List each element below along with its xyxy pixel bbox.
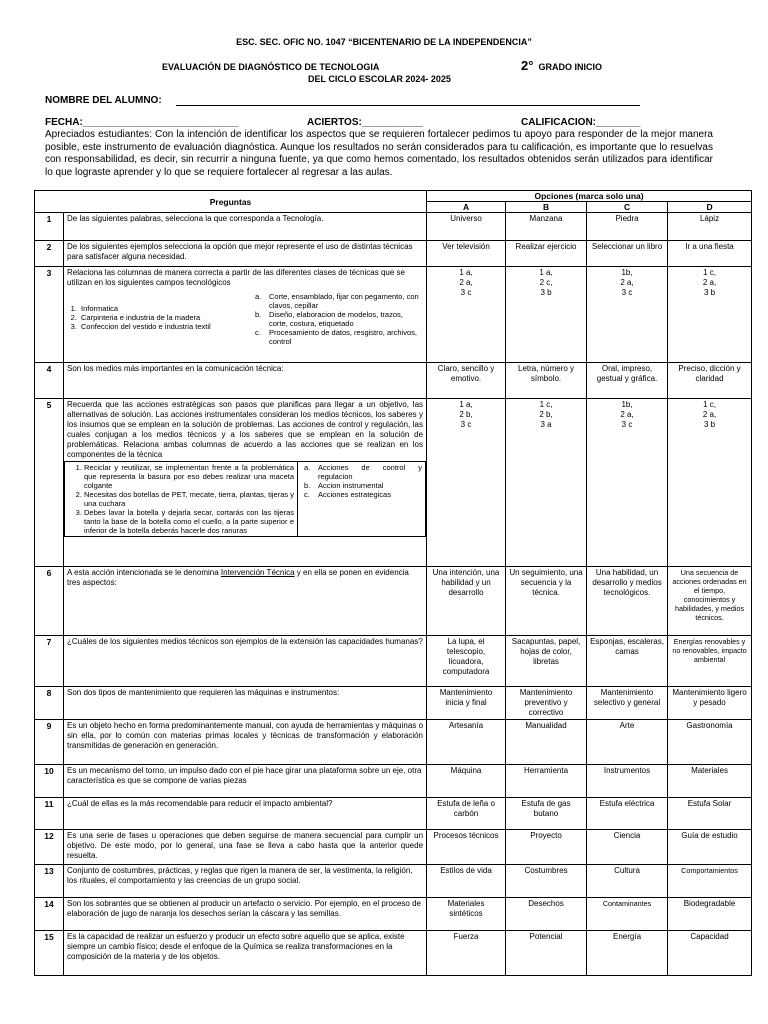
option-c[interactable]: Una habilidad, un desarrollo y medios tecnológicos. [587,567,668,636]
question-row-8 [35,687,752,720]
question-text [64,567,427,636]
question-row-4 [35,363,752,399]
student-name-field[interactable] [176,105,640,106]
option-b[interactable]: Sacapuntas, papel, hojas de color, libretas [506,636,587,687]
option-b[interactable]: Costumbres [506,865,587,898]
hits-field[interactable]: ACIERTOS:___________ [307,117,423,128]
question-row-11 [35,798,752,830]
question-number: 11 [35,798,64,830]
question-text-post: y en ella se ponen en evidencia tres aspectos: [67,568,409,587]
option-c[interactable]: Esponjas, escaleras, camas [587,636,668,687]
option-b[interactable]: Estufa de gas butano [506,798,587,830]
option-a[interactable]: Estufa de leña o carbón [427,798,506,830]
option-d[interactable]: Energías renovables y no renovables, impacto ambiental [668,636,752,687]
option-b[interactable]: Herramienta [506,765,587,798]
question-text [64,399,427,567]
option-a[interactable]: Claro, sencillo y emotivo. [427,363,506,399]
option-c[interactable]: Energía [587,931,668,976]
option-b[interactable]: Mantenimiento preventivo y correctivo [506,687,587,720]
question-number: 3 [35,267,64,363]
option-b[interactable]: Letra, número y símbolo. [506,363,587,399]
question-number: 7 [35,636,64,687]
left-item: 2. Necesitas dos botellas de PET, mecate, tierra, plantas, tijeras y una cuchara [84,490,294,508]
question-number: 15 [35,931,64,976]
right-item: Corte, ensamblado, fijar con pegamento, con clavos, cepillar [269,292,419,310]
right-item: Procesamiento de datos, resgistro, archivos, control [269,328,417,346]
option-d[interactable]: Una secuencia de acciones ordenadas en el tiempo, conocimientos y habilidades, y medios técnicos. [668,567,752,636]
question-row-9 [35,720,752,765]
option-a[interactable]: Ver televisión [427,241,506,267]
left-column-list [68,463,294,535]
relation-columns [64,461,426,537]
left-item: 3. Debes lavar la botella y dejarla secar, cortarás con las tijeras tanto la base de la botella como el cuello, a la parte superior e inferior de la botella deberás hacerle dos ranuras [84,508,294,535]
option-d[interactable]: 1 c, 2 a, 3 b [668,399,752,567]
grade-number: 2° [521,58,534,73]
question-number: 13 [35,865,64,898]
questions-header: Preguntas [35,191,427,213]
col-b-header: B [506,202,587,213]
option-b[interactable]: 1 a, 2 c, 3 b [506,267,587,363]
option-d[interactable]: Materiales [668,765,752,798]
option-d[interactable]: Lápiz [668,213,752,241]
option-b[interactable]: Desechos [506,898,587,931]
question-number: 2 [35,241,64,267]
option-d[interactable]: 1 c, 2 a, 3 b [668,267,752,363]
item-key: c. [304,490,310,499]
question-row-3 [35,267,752,363]
student-name-label: NOMBRE DEL ALUMNO: [45,95,162,106]
right-item: Accion instrumental [318,481,384,490]
question-number: 5 [35,399,64,567]
option-a[interactable]: La lupa, el telescopio, licuadora, computadora [427,636,506,687]
question-number: 6 [35,567,64,636]
option-a[interactable]: 1 a, 2 a, 3 c [427,267,506,363]
option-d[interactable]: Estufa Solar [668,798,752,830]
question-row-15 [35,931,752,976]
option-c[interactable]: 1b, 2 a, 3 c [587,267,668,363]
question-prompt: Recuerda que las acciones estratégicas son pasos que planificas para llegar a un objetivo, las alternativas de solución. Las acciones instrumentales consideran los medios técnicos, los saberes y los insumos que se emplean en la solución de problemas. Las acciones de control y regulación, las cuales conjugan a los medios técnicos y a los saberes que se emplean en la solución de problemáticas. Relaciona ambas columnas de acuerdo a las acciones que se realizan en los componentes de la técnica [67,400,424,459]
option-c[interactable]: Contaminantes [587,898,668,931]
option-b[interactable]: Un seguimiento, una secuencia y la técnica. [506,567,587,636]
school-name: ESC. SEC. OFIC NO. 1047 “BICENTENARIO DE LA INDEPENDENCIA” [236,37,532,47]
left-item: 1. Informatica [79,304,247,313]
question-number: 9 [35,720,64,765]
question-row-7 [35,636,752,687]
option-a[interactable]: 1 a, 2 b, 3 c [427,399,506,567]
question-number: 10 [35,765,64,798]
option-c[interactable]: Instrumentos [587,765,668,798]
left-column-list [67,304,247,346]
option-c[interactable]: Arte [587,720,668,765]
right-item: Acciones de control y regulacion [318,463,423,481]
option-b[interactable]: Potencial [506,931,587,976]
grade-label [521,58,602,73]
col-c-header: C [587,202,668,213]
option-a[interactable]: Universo [427,213,506,241]
question-row-5 [35,399,752,567]
question-row-1 [35,213,752,241]
question-text: Son los medios más importantes en la comunicación técnica: [64,363,427,399]
option-a[interactable]: Una intención, una habilidad y un desarrollo [427,567,506,636]
item-key: a. [255,292,262,301]
left-item: 2. Carpinteria e industria de la madera [79,313,247,322]
option-b[interactable]: Manzana [506,213,587,241]
option-d[interactable]: Guía de estudio [668,830,752,865]
question-text: Es un mecanismo del torno, un impulso dado con el pie hace girar una plataforma sobre un eje, otra característica es que se compone de varias piezas [64,765,427,798]
col-a-header: A [427,202,506,213]
question-text: Son dos tipos de mantenimiento que requieren las máquinas e instrumentos: [64,687,427,720]
option-a[interactable]: Estilos de vida [427,865,506,898]
option-c[interactable]: 1b, 2 a, 3 c [587,399,668,567]
question-row-2 [35,241,752,267]
question-row-13 [35,865,752,898]
question-row-14 [35,898,752,931]
option-c[interactable]: Ciencia [587,830,668,865]
option-d[interactable]: Gastronomía [668,720,752,765]
question-text: Es la capacidad de realizar un esfuerzo y producir un efecto sobre aquello que se aplica, existe siempre un cambio físico; desde el enfoque de la Química se realiza transformaciones en la composición de la materia y de los objetos. [64,931,427,976]
item-key: a. [304,463,311,472]
option-c[interactable]: Seleccionar un libro [587,241,668,267]
right-item: Acciones estrategicas [318,490,391,499]
option-a[interactable]: Artesanía [427,720,506,765]
option-a[interactable]: Fuerza [427,931,506,976]
question-text: Son los sobrantes que se obtienen al producir un artefacto o servicio. Por ejemplo, en el proceso de elaboración de jugo de naranja los desechos serían la cáscara y las semillas. [64,898,427,931]
question-number: 12 [35,830,64,865]
option-d[interactable]: Ir a una fiesta [668,241,752,267]
question-text-pre: A esta acción intencionada se le denomina [67,568,221,577]
option-c[interactable]: Cultura [587,865,668,898]
option-b[interactable]: Realizar ejercicio [506,241,587,267]
question-text: ¿Cuál de ellas es la más recomendable para reducir el impacto ambiental? [64,798,427,830]
option-c[interactable]: Oral, impreso, gestual y gráfica. [587,363,668,399]
item-key: b. [255,310,262,319]
option-d[interactable]: Comportamientos [668,865,752,898]
option-a[interactable]: Máquina [427,765,506,798]
left-item: 1. Reciclar y reutilizar, se implementan frente a la problemática que representa la basura por eso debes realizar una maceta colgante [84,463,294,490]
right-column-list [255,292,423,346]
question-text: Es una serie de fases u operaciones que deben seguirse de manera secuencial para cumplir un objetivo. De este modo, por lo general, una fase se lleva a cabo hasta que la anterior quede resuelta. [64,830,427,865]
date-field[interactable]: FECHA:____________________________ [45,117,239,128]
intro-paragraph: Apreciados estudiantes: Con la intención de identificar los aspectos que se requieren fortalecer pedimos tu apoyo para responder de la mejor manera posible, este instrumento de evaluación diagnóstica. Aunque los resultados no serán considerados para tu calificación, es importante que lo resuelvas con responsabilidad, es decir, sin recurrir a ninguna fuente, ya que como hemos comentado, los resultados obtenidos serán utilizados para identificar lo que lograste aprender y lo que se requiere fortalecer al regresar a las aulas. [45,129,713,178]
option-d[interactable]: Preciso, dicción y claridad [668,363,752,399]
option-b[interactable]: Proyecto [506,830,587,865]
questions-table [34,190,752,976]
option-a[interactable]: Materiales sintéticos [427,898,506,931]
right-item: Diseño, elaboracion de modelos, trazos, corte, costura, etiquetado [269,310,403,328]
question-text: De los siguientes ejemplos selecciona la opción que mejor represente el uso de distintas técnicas para satisfacer alguna necesidad. [64,241,427,267]
col-d-header: D [668,202,752,213]
option-d[interactable]: Biodegradable [668,898,752,931]
options-header: Opciones (marca solo una) [427,191,752,202]
question-prompt: Relaciona las columnas de manera correcta a partir de las diferentes clases de técnicas que se utilizan en los siguientes campos tecnológicos [67,268,405,287]
option-d[interactable]: Capacidad [668,931,752,976]
option-a[interactable]: Procesos técnicos [427,830,506,865]
question-text: De las siguientes palabras, selecciona la que corresponda a Tecnología. [64,213,427,241]
option-c[interactable]: Estufa eléctrica [587,798,668,830]
question-number: 1 [35,213,64,241]
option-b[interactable]: 1 c, 2 b, 3 a [506,399,587,567]
question-row-10 [35,765,752,798]
question-number: 4 [35,363,64,399]
option-c[interactable]: Piedra [587,213,668,241]
question-row-12 [35,830,752,865]
question-text: Conjunto de costumbres, prácticas, y reglas que rigen la manera de ser, la vestimenta, la religión, los rituales, el comportamiento y las creencias de un grupo social. [64,865,427,898]
left-item: 3. Confeccion del vestido e industria textil [79,322,247,331]
option-d[interactable]: Mantenimiento ligero y pesado [668,687,752,720]
item-key: b. [304,481,311,490]
question-number: 8 [35,687,64,720]
grade-text: GRADO INICIO [538,62,602,72]
question-text: ¿Cuáles de los siguientes medios técnicos son ejemplos de la extensión las capacidades humanas? [64,636,427,687]
option-b[interactable]: Manualidad [506,720,587,765]
question-text-underlined: Intervención Técnica [220,568,295,577]
question-row-6 [35,567,752,636]
option-a[interactable]: Mantenimiento inicia y final [427,687,506,720]
evaluation-title: EVALUACIÓN DE DIAGNÓSTICO DE TECNOLOGIA [162,62,380,72]
school-cycle: DEL CICLO ESCOLAR 2024- 2025 [308,74,451,84]
question-text: Es un objeto hecho en forma predominantemente manual, con ayuda de herramientas y máquinas o sin ella, por lo común con materias primas locales y técnicas de transformación y elaboración transmitidas de generación en generación. [64,720,427,765]
option-c[interactable]: Mantenimiento selectivo y general [587,687,668,720]
question-text [64,267,427,363]
question-number: 14 [35,898,64,931]
item-key: c. [255,328,261,337]
grade-field[interactable]: CALIFICACION:________ [521,117,641,128]
